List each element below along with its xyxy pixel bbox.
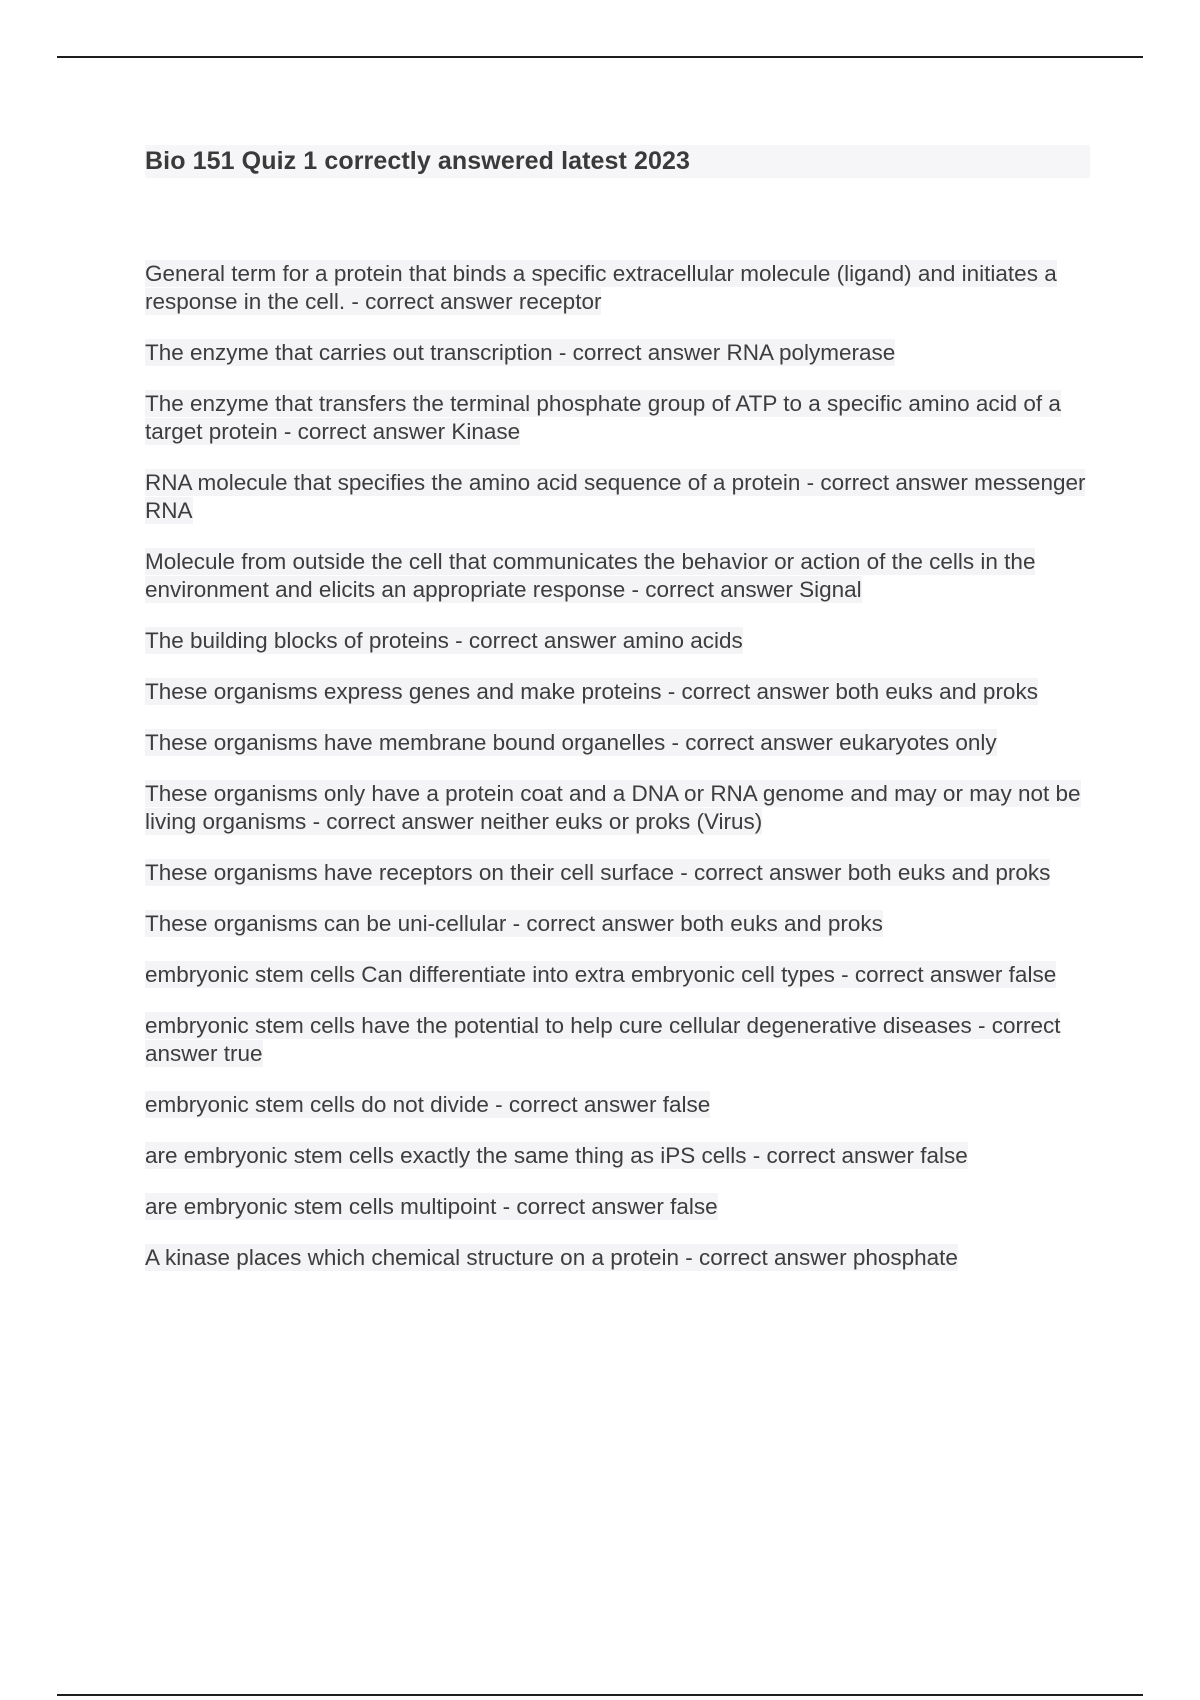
qa-item bbox=[145, 627, 1090, 655]
qa-text: These organisms can be uni-cellular - correct answer both euks and proks bbox=[145, 911, 883, 936]
qa-item bbox=[145, 859, 1090, 887]
qa-item bbox=[145, 780, 1090, 836]
document-body bbox=[145, 145, 1090, 1295]
qa-text: embryonic stem cells have the potential to help cure cellular degenerative diseases - correct answer true bbox=[145, 1013, 1061, 1066]
qa-text: are embryonic stem cells exactly the same thing as iPS cells - correct answer false bbox=[145, 1143, 968, 1168]
qa-text: A kinase places which chemical structure on a protein - correct answer phosphate bbox=[145, 1245, 958, 1270]
bottom-rule bbox=[57, 1694, 1143, 1696]
qa-item bbox=[145, 961, 1090, 989]
qa-text: These organisms have receptors on their cell surface - correct answer both euks and proks bbox=[145, 860, 1051, 885]
qa-list bbox=[145, 260, 1090, 1272]
qa-item bbox=[145, 1244, 1090, 1272]
qa-text: These organisms only have a protein coat and a DNA or RNA genome and may or may not be living organisms - correct answer neither euks or proks (Virus) bbox=[145, 781, 1081, 834]
qa-text: The enzyme that transfers the terminal phosphate group of ATP to a specific amino acid of a target protein - correct answer Kinase bbox=[145, 391, 1061, 444]
qa-text: embryonic stem cells do not divide - correct answer false bbox=[145, 1092, 711, 1117]
qa-text: RNA molecule that specifies the amino acid sequence of a protein - correct answer messenger RNA bbox=[145, 470, 1086, 523]
document-title: Bio 151 Quiz 1 correctly answered latest 2023 bbox=[145, 147, 691, 175]
qa-item bbox=[145, 1091, 1090, 1119]
top-rule bbox=[57, 56, 1143, 58]
qa-text: The building blocks of proteins - correct answer amino acids bbox=[145, 628, 743, 653]
qa-text: General term for a protein that binds a specific extracellular molecule (ligand) and initiates a response in the cell. - correct answer receptor bbox=[145, 261, 1057, 314]
qa-item bbox=[145, 1142, 1090, 1170]
qa-item bbox=[145, 678, 1090, 706]
qa-item bbox=[145, 260, 1090, 316]
qa-item bbox=[145, 910, 1090, 938]
qa-text: Molecule from outside the cell that communicates the behavior or action of the cells in the environment and elicits an appropriate response - correct answer Signal bbox=[145, 549, 1036, 602]
qa-item bbox=[145, 339, 1090, 367]
qa-item bbox=[145, 469, 1090, 525]
qa-item bbox=[145, 390, 1090, 446]
qa-item bbox=[145, 1193, 1090, 1221]
title-band bbox=[145, 145, 1090, 178]
qa-text: These organisms express genes and make proteins - correct answer both euks and proks bbox=[145, 679, 1038, 704]
qa-item bbox=[145, 1012, 1090, 1068]
qa-text: embryonic stem cells Can differentiate into extra embryonic cell types - correct answer false bbox=[145, 962, 1057, 987]
qa-item bbox=[145, 548, 1090, 604]
qa-text: The enzyme that carries out transcription - correct answer RNA polymerase bbox=[145, 340, 896, 365]
qa-text: are embryonic stem cells multipoint - correct answer false bbox=[145, 1194, 718, 1219]
qa-text: These organisms have membrane bound organelles - correct answer eukaryotes only bbox=[145, 730, 997, 755]
qa-item bbox=[145, 729, 1090, 757]
